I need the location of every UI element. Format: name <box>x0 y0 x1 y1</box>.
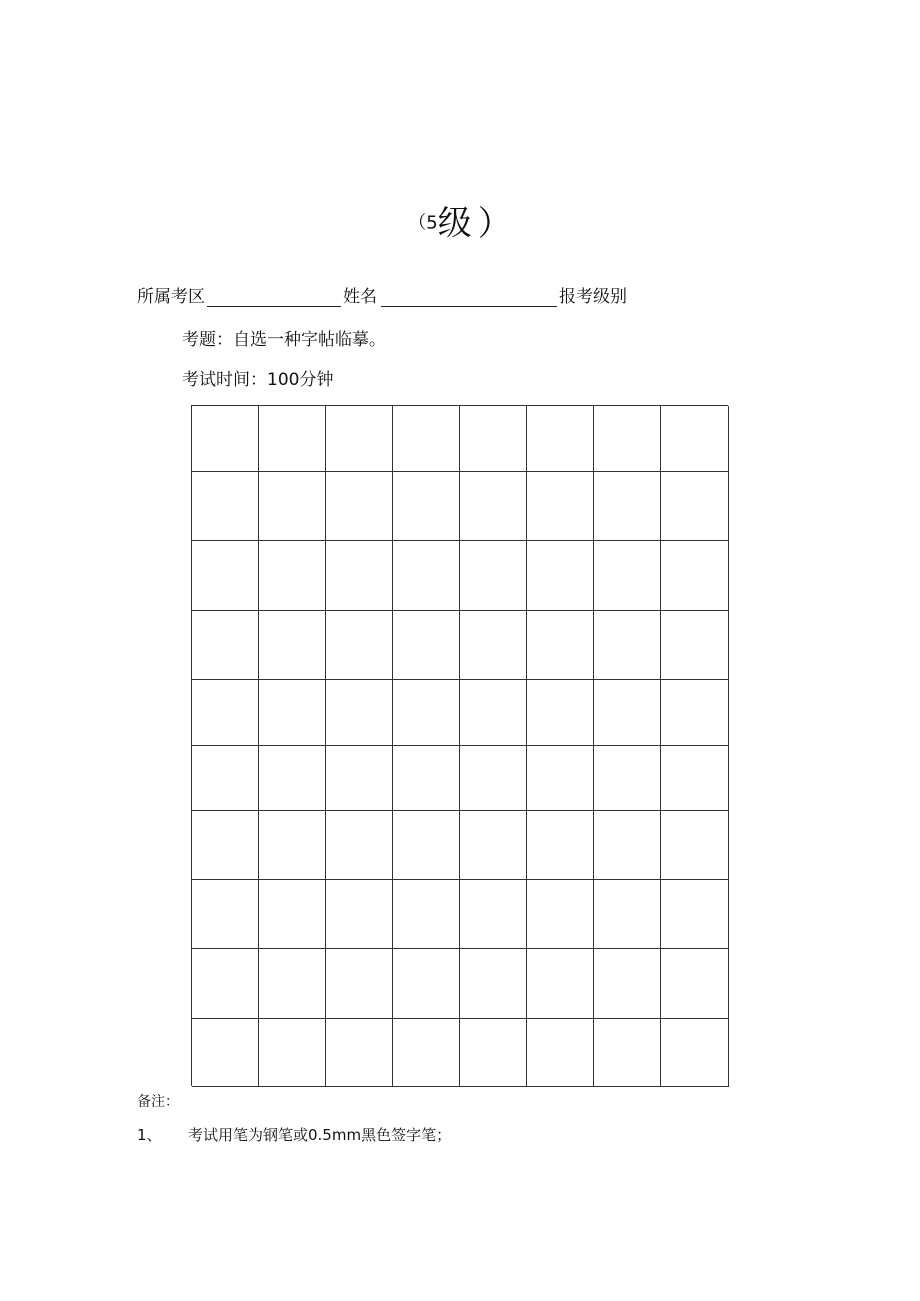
title-open-paren: （5 <box>408 212 438 234</box>
grid-cell[interactable] <box>594 406 661 472</box>
name-label: 姓名 <box>343 287 377 307</box>
grid-cell[interactable] <box>527 811 594 880</box>
district-label: 所属考区 <box>137 287 205 307</box>
grid-cell[interactable] <box>259 472 326 541</box>
grid-cell[interactable] <box>192 611 259 680</box>
grid-cell[interactable] <box>393 746 460 811</box>
grid-cell[interactable] <box>460 611 527 680</box>
grid-cell[interactable] <box>594 541 661 611</box>
grid-cell[interactable] <box>594 880 661 949</box>
exam-topic: 考题：自选一种字帖临摹。 <box>182 330 386 350</box>
candidate-info-row <box>137 284 627 310</box>
grid-cell[interactable] <box>326 611 393 680</box>
grid-cell[interactable] <box>326 811 393 880</box>
grid-cell[interactable] <box>326 541 393 611</box>
grid-cell[interactable] <box>661 680 729 746</box>
grid-cell[interactable] <box>393 949 460 1019</box>
grid-cell[interactable] <box>393 680 460 746</box>
level-label: 报考级别 <box>559 287 627 307</box>
grid-cell[interactable] <box>393 811 460 880</box>
grid-cell[interactable] <box>661 1019 729 1087</box>
grid-cell[interactable] <box>259 680 326 746</box>
grid-cell[interactable] <box>393 541 460 611</box>
grid-cell[interactable] <box>326 472 393 541</box>
grid-cell[interactable] <box>460 406 527 472</box>
exam-time: 考试时间：100分钟 <box>182 370 334 390</box>
title-close-paren: ） <box>477 203 512 244</box>
note-item-text: 考试用笔为钢笔或0.5mm黑色签字笔； <box>188 1126 452 1144</box>
grid-cell[interactable] <box>259 949 326 1019</box>
grid-cell[interactable] <box>527 746 594 811</box>
grid-cell[interactable] <box>460 746 527 811</box>
notes-label: 备注： <box>137 1094 179 1110</box>
grid-cell[interactable] <box>259 746 326 811</box>
grid-cell[interactable] <box>594 949 661 1019</box>
grid-cell[interactable] <box>259 811 326 880</box>
grid-cell[interactable] <box>527 472 594 541</box>
grid-cell[interactable] <box>661 880 729 949</box>
grid-cell[interactable] <box>661 611 729 680</box>
note-item-number: 1、 <box>137 1126 162 1144</box>
grid-cell[interactable] <box>460 949 527 1019</box>
grid-cell[interactable] <box>661 949 729 1019</box>
grid-cell[interactable] <box>594 746 661 811</box>
grid-cell[interactable] <box>527 1019 594 1087</box>
grid-cell[interactable] <box>594 811 661 880</box>
grid-cell[interactable] <box>326 880 393 949</box>
grid-cell[interactable] <box>192 406 259 472</box>
grid-cell[interactable] <box>192 880 259 949</box>
title-level: 级 <box>437 203 472 244</box>
district-blank[interactable] <box>207 288 341 307</box>
grid-cell[interactable] <box>259 1019 326 1087</box>
grid-cell[interactable] <box>393 611 460 680</box>
grid-cell[interactable] <box>259 541 326 611</box>
page-title <box>0 198 920 249</box>
grid-cell[interactable] <box>460 472 527 541</box>
grid-cell[interactable] <box>259 406 326 472</box>
grid-cell[interactable] <box>460 680 527 746</box>
grid-cell[interactable] <box>393 406 460 472</box>
grid-cell[interactable] <box>527 949 594 1019</box>
grid-cell[interactable] <box>594 472 661 541</box>
grid-cell[interactable] <box>326 949 393 1019</box>
grid-cell[interactable] <box>192 949 259 1019</box>
grid-cell[interactable] <box>326 406 393 472</box>
grid-cell[interactable] <box>527 680 594 746</box>
grid-cell[interactable] <box>460 541 527 611</box>
grid-cell[interactable] <box>326 1019 393 1087</box>
grid-cell[interactable] <box>326 680 393 746</box>
grid-cell[interactable] <box>460 811 527 880</box>
grid-cell[interactable] <box>661 472 729 541</box>
grid-cell[interactable] <box>460 1019 527 1087</box>
grid-cell[interactable] <box>192 541 259 611</box>
grid-cell[interactable] <box>527 880 594 949</box>
grid-cell[interactable] <box>594 680 661 746</box>
grid-cell[interactable] <box>192 472 259 541</box>
grid-cell[interactable] <box>192 1019 259 1087</box>
grid-cell[interactable] <box>192 811 259 880</box>
grid-cell[interactable] <box>460 880 527 949</box>
grid-cell[interactable] <box>393 1019 460 1087</box>
grid-cell[interactable] <box>527 611 594 680</box>
grid-cell[interactable] <box>393 880 460 949</box>
grid-cell[interactable] <box>661 406 729 472</box>
grid-cell[interactable] <box>527 406 594 472</box>
grid-cell[interactable] <box>326 746 393 811</box>
grid-cell[interactable] <box>259 611 326 680</box>
grid-cell[interactable] <box>661 746 729 811</box>
writing-grid <box>191 405 728 1086</box>
grid-cell[interactable] <box>259 880 326 949</box>
grid-cell[interactable] <box>594 1019 661 1087</box>
grid-cell[interactable] <box>661 811 729 880</box>
grid-cell[interactable] <box>527 541 594 611</box>
grid-cell[interactable] <box>192 746 259 811</box>
grid-cell[interactable] <box>393 472 460 541</box>
name-blank[interactable] <box>381 288 557 307</box>
grid-cell[interactable] <box>661 541 729 611</box>
grid-cell[interactable] <box>594 611 661 680</box>
grid-cell[interactable] <box>192 680 259 746</box>
